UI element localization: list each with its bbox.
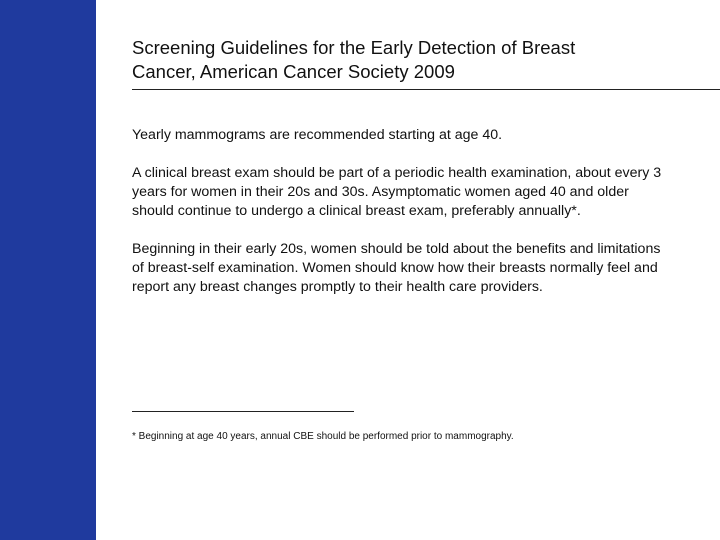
title-block bbox=[132, 36, 632, 84]
slide-title-line-2: Cancer, American Cancer Society 2009 bbox=[132, 61, 455, 82]
title-divider bbox=[132, 89, 720, 90]
slide-title-line-1: Screening Guidelines for the Early Detection of Breast bbox=[132, 37, 576, 58]
slide-title bbox=[132, 36, 632, 84]
paragraph-mammograms: Yearly mammograms are recommended starting at age 40. bbox=[132, 127, 503, 143]
paragraph-clinical-exam: A clinical breast exam should be part of a periodic health examination, about every 3 years for women in their 20s and 30s. Asymptomatic women aged 40 and older should continue to undergo a clinical breast exam, preferably annually*. bbox=[132, 165, 662, 219]
body-text bbox=[132, 126, 662, 316]
side-accent-bar bbox=[0, 0, 96, 540]
footnote: * Beginning at age 40 years, annual CBE should be performed prior to mammography. bbox=[132, 431, 514, 442]
paragraph-self-exam: Beginning in their early 20s, women should be told about the benefits and limitations of breast-self examination. Women should know how their breasts normally feel and report any breast changes promptly to their health care providers. bbox=[132, 241, 661, 295]
footnote-divider bbox=[132, 411, 354, 412]
